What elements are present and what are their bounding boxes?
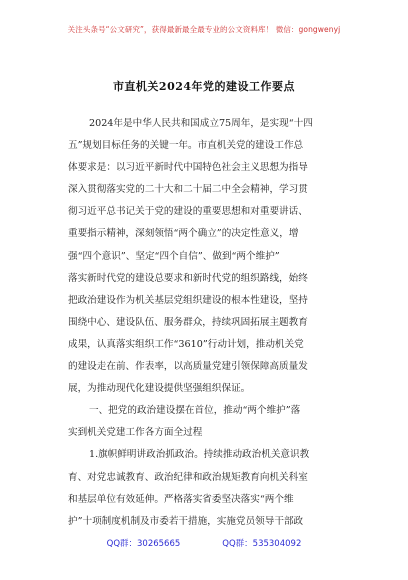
body-line: 围绕中心、建设队伍、服务群众，持续巩固拓展主题教育 [68, 316, 308, 328]
document-title: 市直机关2024年党的建设工作要点 [112, 80, 296, 93]
body-line: 实到机关党建工作各方面全过程 [68, 427, 203, 439]
body-line: 五”规划目标任务的关键一年。市直机关党的建设工作总 [68, 140, 304, 152]
body-line: 的建设走在前、作表率，以高质量党建引领保障高质量发 [68, 361, 308, 373]
body-line: 深入贯彻落实党的二十大和二十届二中全会精神，学习贯 [68, 184, 308, 196]
qq-group-1: QQ群：30265665 [106, 539, 181, 549]
body-line: 育、对党忠诚教育、政治纪律和政治规矩教育向机关科室 [68, 471, 308, 483]
body-line: 2024年是中华人民共和国成立75周年，是实现“十四 [89, 118, 313, 129]
document-body [68, 113, 358, 533]
promo-banner: 关注头条号“公文研究”，获得最新最全最专业的公文资料库！ 微信：gongwenyj [67, 25, 341, 34]
body-line: 强“四个意识”、坚定“四个自信”、做到“两个维护” [68, 250, 280, 262]
body-line: 1.旗帜鲜明讲政治抓政治。持续推动政治机关意识教 [89, 449, 310, 461]
qq-group-2: QQ群：535304092 [222, 539, 302, 549]
body-line: 体要求是：以习近平新时代中国特色社会主义思想为指导 [68, 162, 308, 174]
footer-qq-groups [0, 537, 408, 549]
body-line: 展，为推动现代化建设提供坚强组织保证。 [68, 383, 251, 395]
body-line: 护”十项制度机制及市委若干措施，实施党员领导干部政 [68, 515, 304, 527]
body-line: 把政治建设作为机关基层党组织建设的根本性建设，坚持 [68, 294, 308, 306]
body-line: 落实新时代党的建设总要求和新时代党的组织路线，始终 [68, 272, 308, 284]
body-line: 彻习近平总书记关于党的建设的重要思想和对重要讲话、 [68, 206, 308, 218]
body-line: 成果，认真落实组织工作“3610”行动计划，推动机关党 [68, 338, 304, 350]
body-line: 重要指示精神，深刻领悟“两个确立”的决定性意义，增 [68, 228, 299, 240]
body-line: 和基层单位有效延伸。严格落实省委坚决落实“两个维 [68, 493, 294, 505]
body-line: 一、把党的政治建设摆在首位，推动“两个维护”落 [89, 405, 301, 417]
